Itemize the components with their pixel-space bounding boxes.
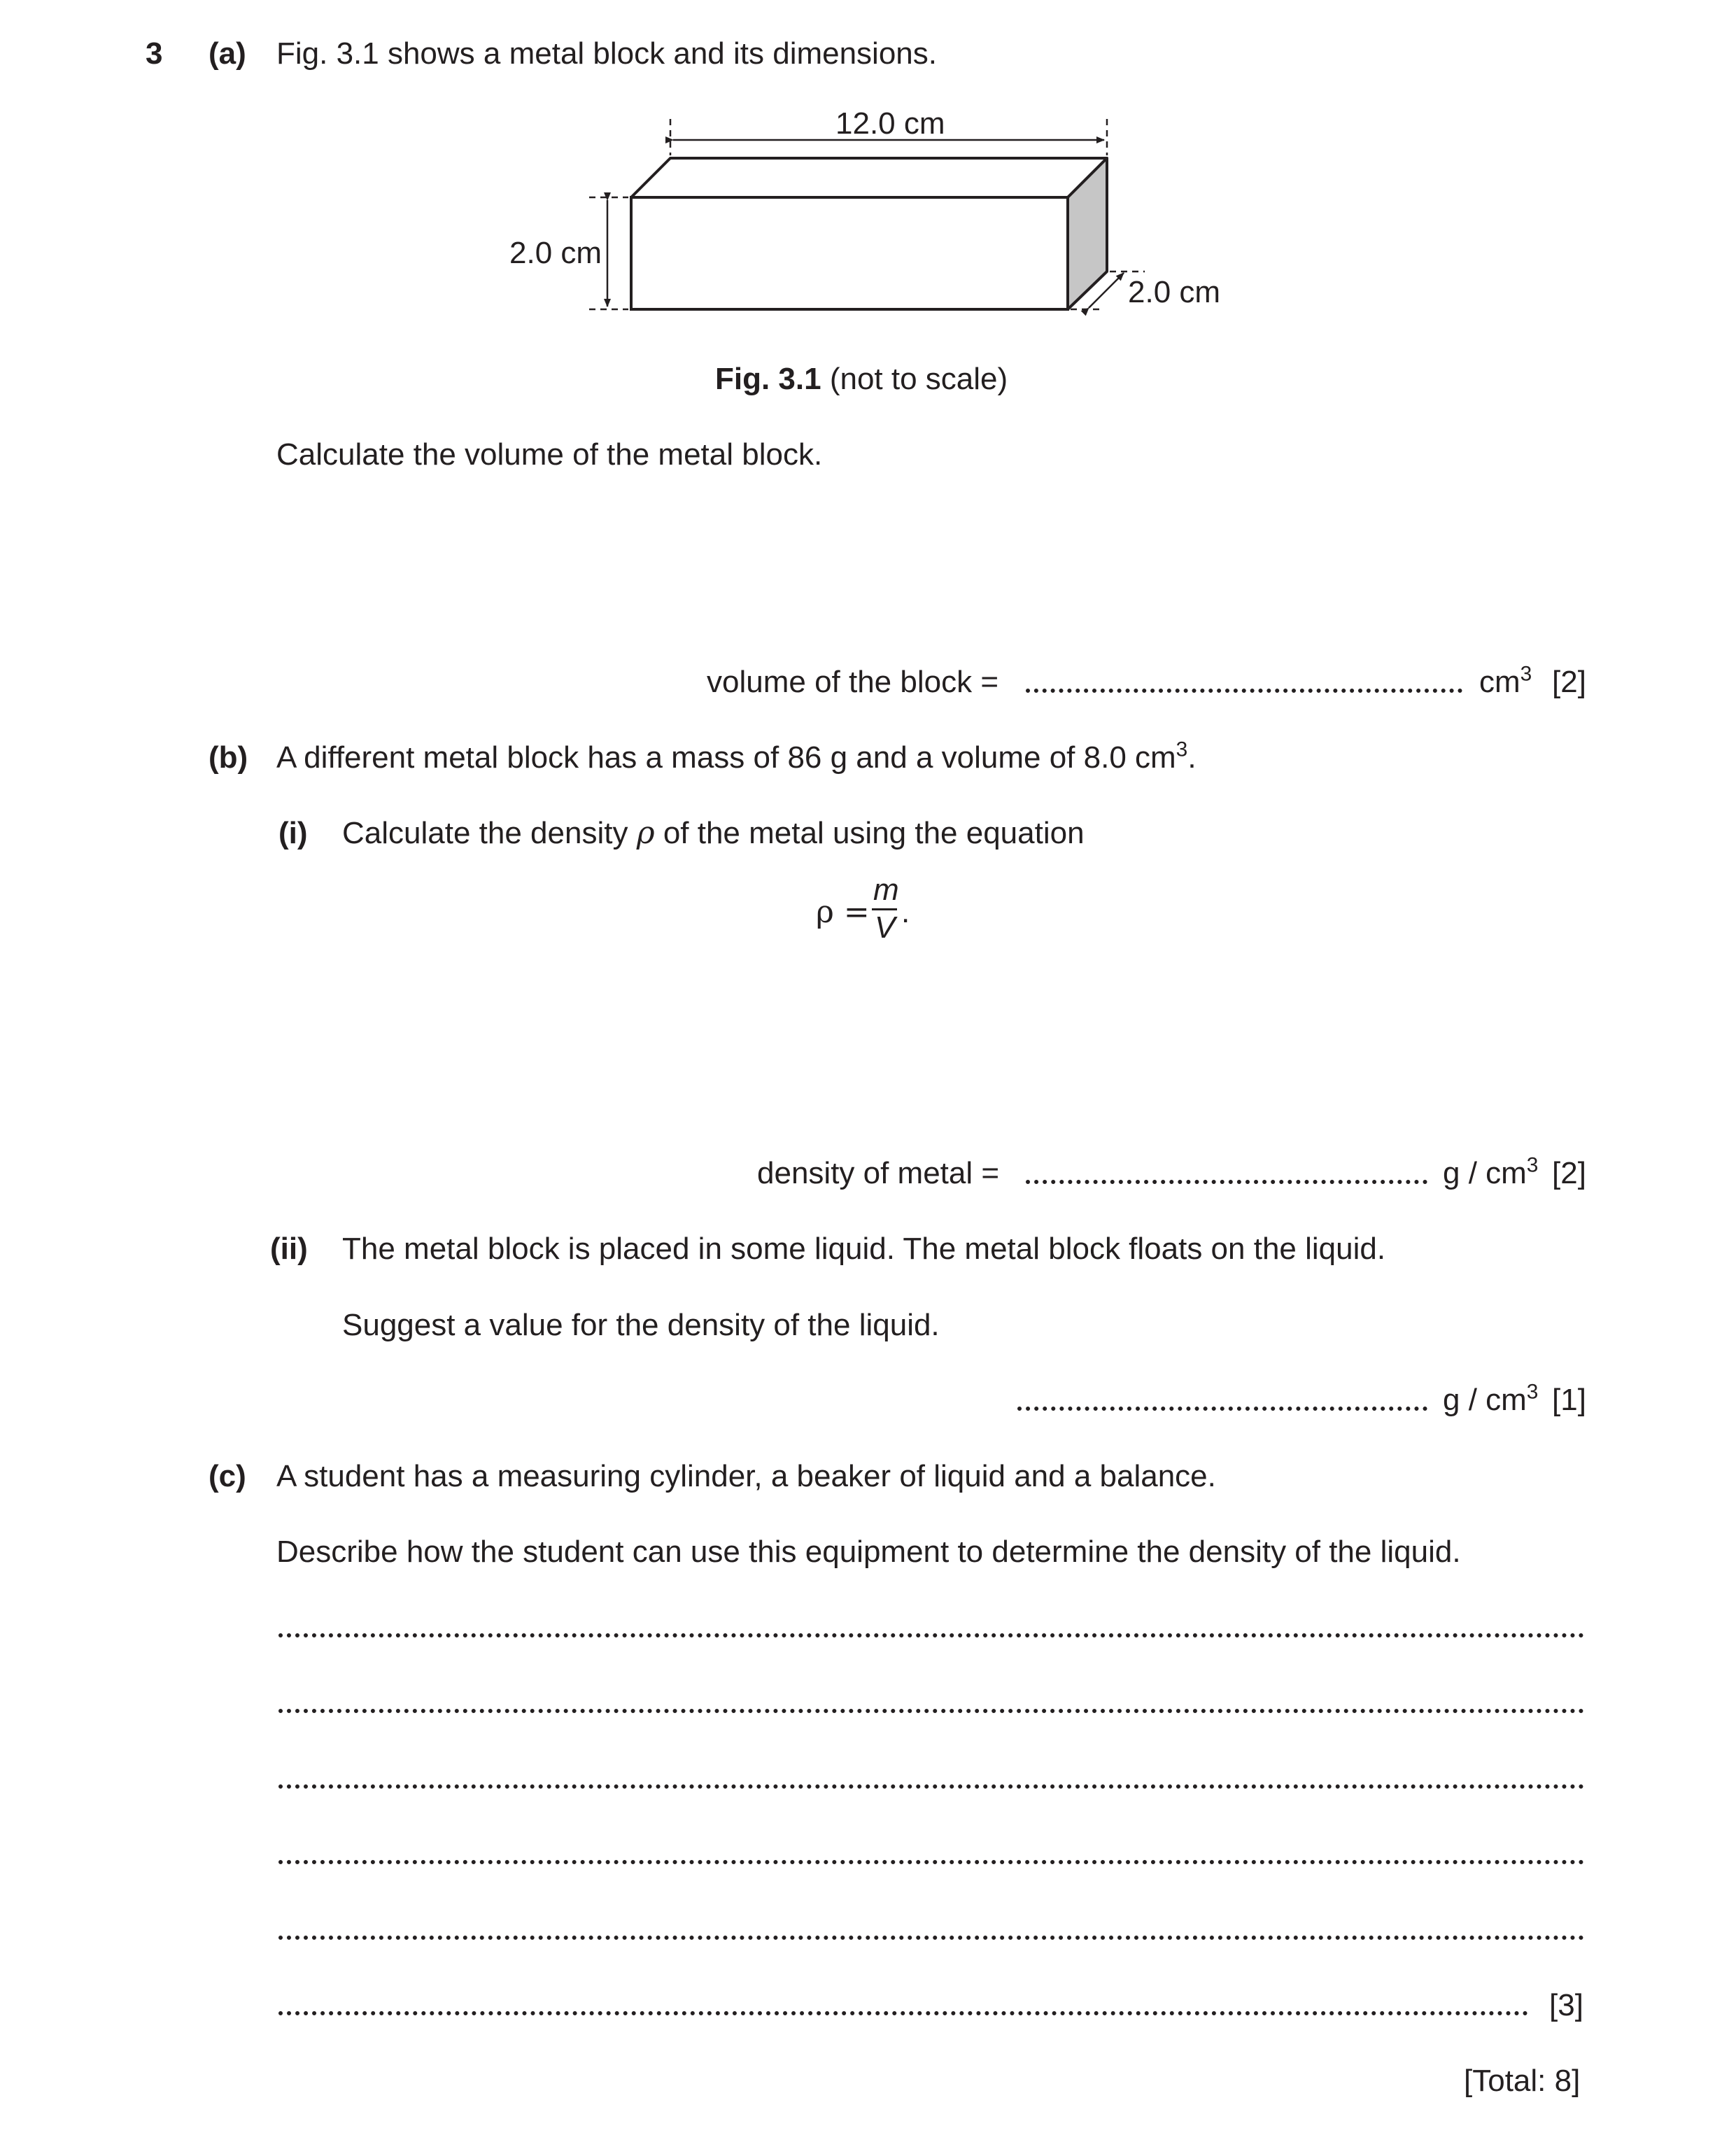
unit-text: g / cm [1443,1156,1527,1190]
answer-line-6[interactable] [278,2011,1528,2015]
unit-sup: 3 [1520,662,1532,686]
part-c-label: (c) [209,1459,246,1493]
unit-sup: 3 [1526,1380,1539,1404]
part-b-intro-sup: 3 [1176,738,1188,761]
figure-caption [715,364,1008,395]
equation-denominator: V [875,910,896,945]
part-b-ii-text1: The metal block is placed in some liquid. The metal block floats on the liquid. [342,1232,1386,1266]
density-answer-line[interactable] [1026,1180,1427,1184]
length-label: 12.0 cm [835,106,945,141]
part-b-ii-marks: [1] [1552,1383,1586,1417]
block-top-face [631,158,1107,197]
answer-line-3[interactable] [278,1784,1584,1789]
total-marks: [Total: 8] [1464,2064,1581,2098]
answer-line-5[interactable] [278,1936,1584,1940]
part-b-ii-label: (ii) [270,1232,308,1266]
answer-line-1[interactable] [278,1633,1584,1637]
part-b-ii-text2: Suggest a value for the density of the liquid. [342,1308,940,1342]
equation-numerator: m [873,873,899,907]
liquid-density-answer-unit [1443,1380,1539,1417]
volume-answer-line[interactable] [1026,689,1462,693]
caption-bold: Fig. 3.1 [715,362,821,396]
caption-rest: (not to scale) [829,362,1008,396]
density-text-before: Calculate the density [342,816,628,850]
volume-answer-label: volume of the block = [707,665,999,699]
part-b-i-text [342,815,1085,851]
density-text-after: of the metal using the equation [663,816,1085,850]
part-a-instruction: Calculate the volume of the metal block. [276,437,823,472]
liquid-density-answer-line[interactable] [1017,1407,1427,1411]
density-answer-label: density of metal = [757,1156,1000,1190]
depth-label: 2.0 cm [1128,275,1221,309]
part-a-intro: Fig. 3.1 shows a metal block and its dimensions. [276,36,938,71]
part-c-marks: [3] [1549,1988,1583,2022]
part-a-marks: [2] [1552,665,1586,699]
question-number: 3 [146,36,163,71]
equation-lhs: ρ = [816,894,870,930]
part-b-intro [276,738,1197,775]
part-c-text2: Describe how the student can use this equipment to determine the density of the liquid. [276,1535,1461,1569]
metal-block-figure [0,0,1736,364]
unit-text: g / cm [1443,1383,1527,1417]
answer-line-2[interactable] [278,1709,1584,1713]
height-label: 2.0 cm [509,236,602,270]
part-b-i-label: (i) [278,816,308,850]
equation-end: . [901,895,910,929]
answer-line-4[interactable] [278,1860,1584,1864]
part-b-i-marks: [2] [1552,1156,1586,1190]
unit-sup: 3 [1526,1153,1539,1177]
block-front-face [631,197,1068,309]
unit-text: cm [1479,665,1520,699]
density-answer-unit [1443,1153,1539,1190]
part-a-label: (a) [209,36,246,71]
part-b-label: (b) [209,740,248,775]
part-b-intro-text: A different metal block has a mass of 86 g and a volume of 8.0 cm [276,740,1176,775]
part-b-intro-end: . [1187,740,1197,775]
volume-answer-unit [1479,662,1532,699]
part-c-text1: A student has a measuring cylinder, a beaker of liquid and a balance. [276,1459,1216,1493]
rho-symbol: ρ [636,815,655,851]
